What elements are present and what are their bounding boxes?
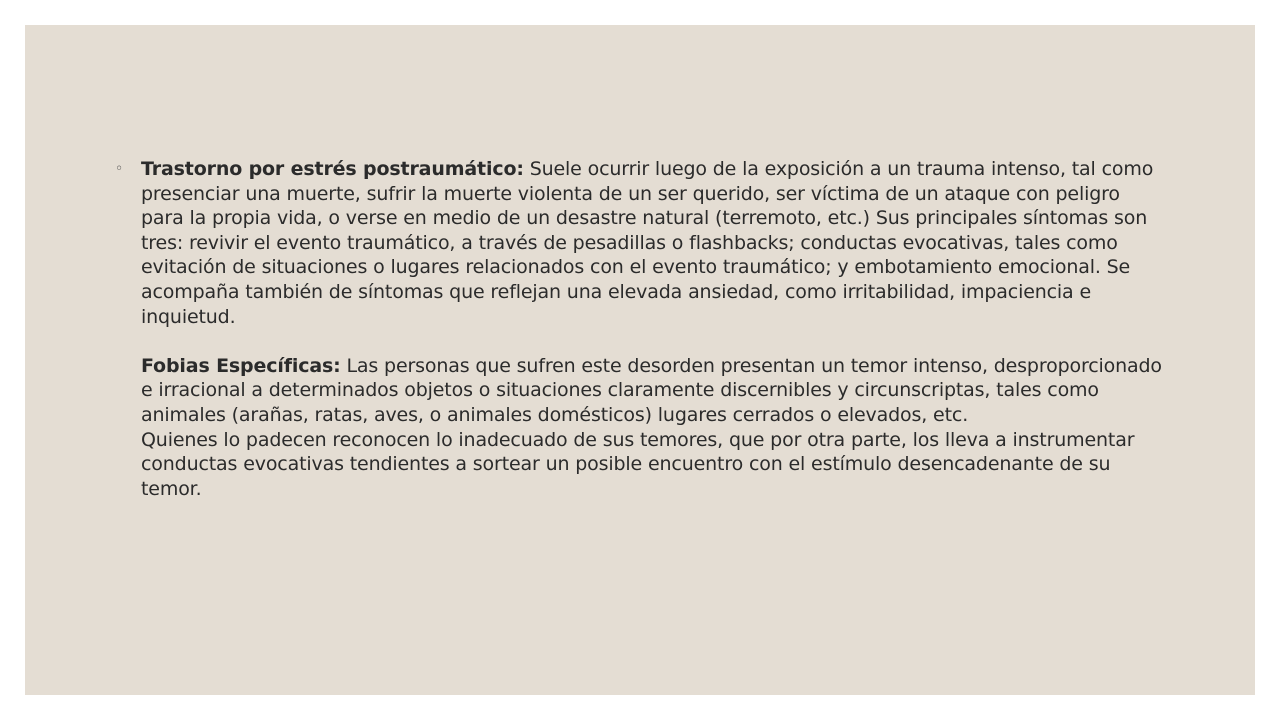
phobias-description: Las personas que sufren este desorden presentan un temor intenso, desproporcionado e irracional a determinados objetos o situaciones claramente discernibles y circunscriptas, tales como animales (arañas, ratas, aves, o animales domésticos) lugares cerrados o elevados, etc. [141,354,1162,426]
bullet-text [141,157,1165,501]
bullet-icon: ◦ [115,161,124,177]
slide [25,25,1255,695]
ptsd-description: Suele ocurrir luego de la exposición a un trauma intenso, tal como presenciar una muerte, sufrir la muerte violenta de un ser querido, ser víctima de un ataque con peligro para la propia vida, o verse en medio de un desastre natural (terremoto, etc.) Sus principales síntomas son tres: revivir el evento traumático, a través de pesadillas o flashbacks; conductas evocativas, tales como evitación de situaciones o lugares relacionados con el evento traumático; y embotamiento emocional. Se acompaña también de síntomas que reflejan una elevada ansiedad, como irritabilidad, impaciencia e inquietud. [141,158,1154,328]
phobias-description-continued: Quienes lo padecen reconocen lo inadecuado de sus temores, que por otra parte, los lleva a instrumentar conductas evocativas tendientes a sortear un posible encuentro con el estímulo desencadenante de su temor. [141,428,1135,500]
phobias-term: Fobias Específicas: [141,354,341,377]
paragraph-gap [141,329,1165,354]
slide-content [115,157,1165,501]
ptsd-term: Trastorno por estrés postraumático: [141,158,524,180]
bullet-item [115,157,1165,501]
